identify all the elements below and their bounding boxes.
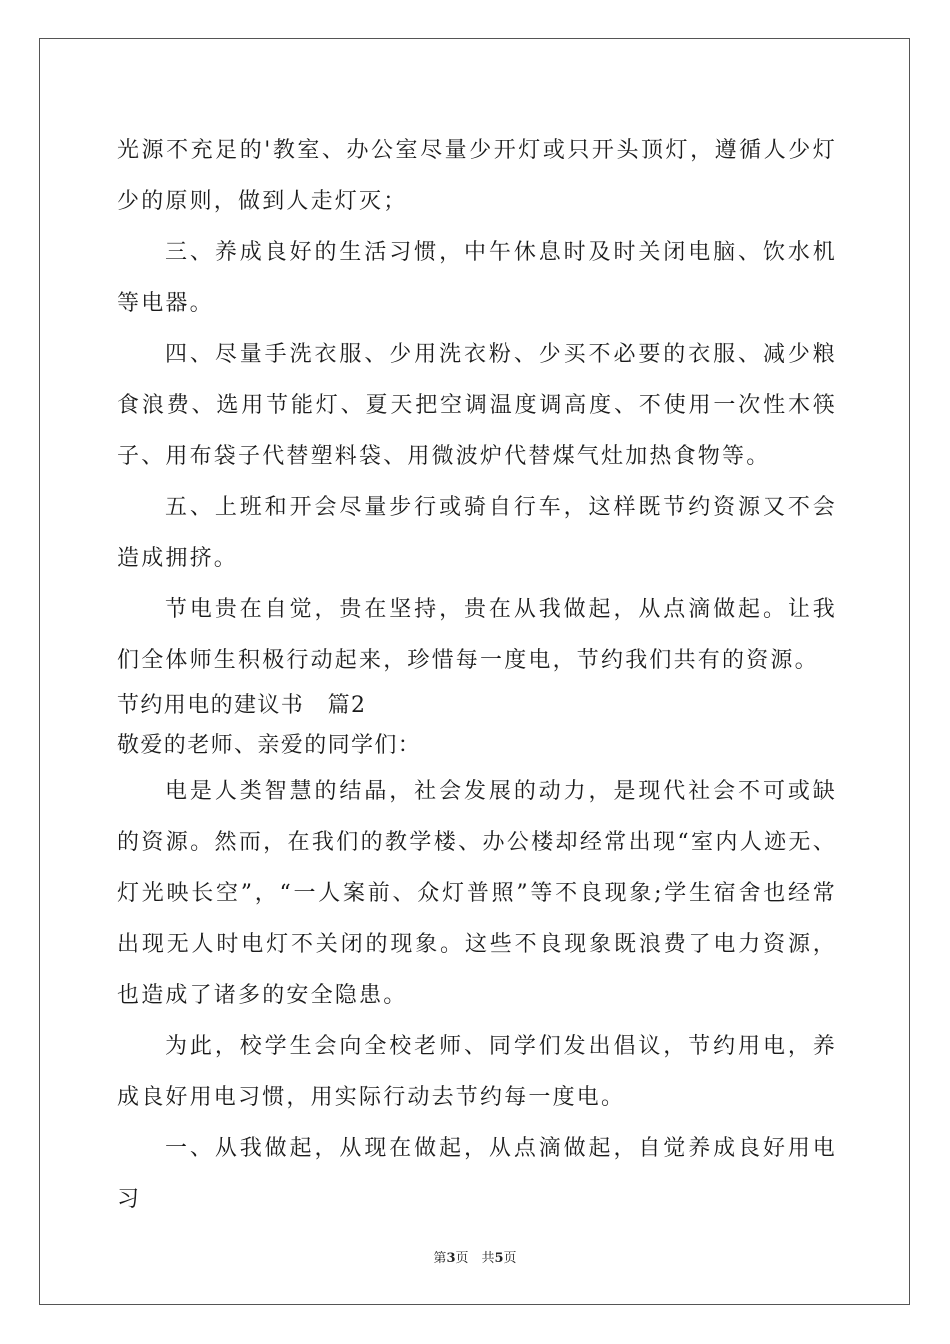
page-footer [0, 1247, 950, 1266]
footer-page-current: 3 [446, 1251, 456, 1266]
footer-page-prefix: 第 [433, 1251, 447, 1266]
paragraph: 一、从我做起，从现在做起，从点滴做起，自觉养成良好用电习 [117, 1136, 837, 1212]
paragraph: 光源不充足的'教室、办公室尽量少开灯或只开头顶灯，遵循人少灯少的原则，做到人走灯灭； [117, 138, 837, 214]
paragraph: 五、上班和开会尽量步行或骑自行车，这样既节约资源又不会造成拥挤。 [117, 495, 837, 571]
paragraph: 三、养成良好的生活习惯，中午休息时及时关闭电脑、饮水机等电器。 [117, 240, 837, 316]
salutation: 敬爱的老师、亲爱的同学们： [117, 733, 422, 758]
footer-page-total: 5 [494, 1251, 504, 1266]
paragraph: 为此，校学生会向全校老师、同学们发出倡议，节约用电，养成良好用电习惯，用实际行动去节约每一度电。 [117, 1034, 837, 1110]
footer-page-mid: 页 共 [455, 1251, 495, 1266]
document-body [117, 125, 837, 1225]
footer-page-suffix: 页 [503, 1251, 517, 1266]
paragraph: 电是人类智慧的结晶，社会发展的动力，是现代社会不可或缺的资源。然而，在我们的教学楼、办公楼却经常出现“室内人迹无、灯光映长空”，“一人案前、众灯普照”等不良现象;学生宿舍也经常出现无人时电灯不关闭的现象。这些不良现象既浪费了电力资源，也造成了诸多的安全隐患。 [117, 779, 837, 1008]
paragraph: 四、尽量手洗衣服、少用洗衣粉、少买不必要的衣服、减少粮食浪费、选用节能灯、夏天把空调温度调高度、不使用一次性木筷子、用布袋子代替塑料袋、用微波炉代替煤气灶加热食物等。 [117, 342, 837, 469]
paragraph: 节电贵在自觉，贵在坚持，贵在从我做起，从点滴做起。让我们全体师生积极行动起来，珍惜每一度电，节约我们共有的资源。 [117, 597, 837, 673]
section-heading: 节约用电的建议书 篇2 [117, 693, 367, 718]
